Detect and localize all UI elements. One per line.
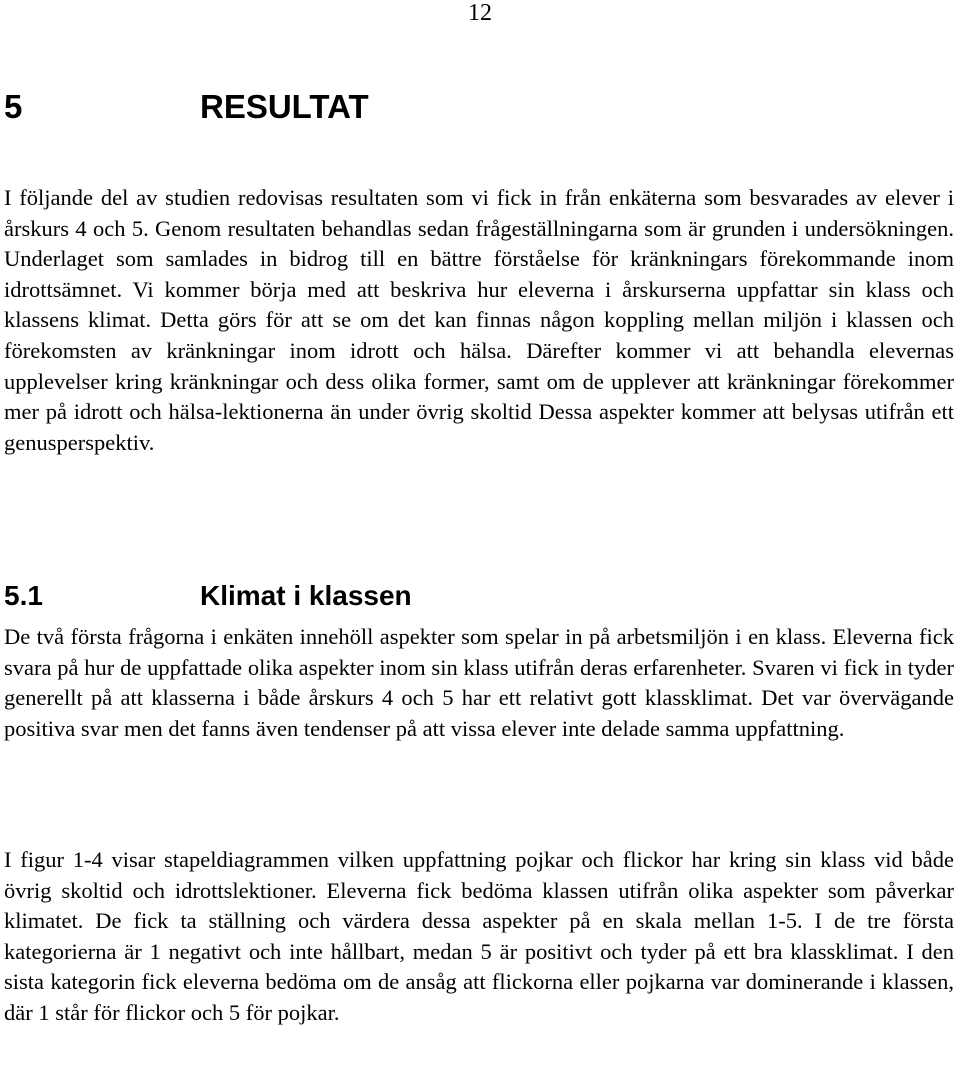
subsection-paragraph-1: De två första frågorna i enkäten innehöll aspekter som spelar in på arbetsmiljön i en klass. Eleverna fick svara på hur de uppfattade olika aspekter inom sin klass utifrån deras erfarenheter. Svaren vi fick in tyder generellt på att klasserna i både årskurs 4 och 5 har ett relativt gott klassklimat. Det var övervägande positiva svar men det fanns även tendenser på att vissa elever inte delade samma uppfattning. [4,624,954,741]
subsection-title: Klimat i klassen [200,580,412,611]
subsection-paragraph-2: I figur 1-4 visar stapeldiagrammen vilken uppfattning pojkar och flickor har kring sin klass vid både övrig skoltid och idrottslektioner. Eleverna fick bedöma klassen utifrån olika aspekter som påverkar klimatet. De fick ta ställning och värdera dessa aspekter på en skala mellan 1-5. I de tre första kategorierna är 1 negativt och inte hållbart, medan 5 är positivt och tyder på ett bra klassklimat. I den sista kategorin fick eleverna bedöma om de ansåg att flickorna eller pojkarna var dominerande i klassen, där 1 står för flickor och 5 för pojkar. [4,847,954,1025]
page-number: 12 [468,0,492,26]
subsection-number: 5.1 [4,580,43,611]
section-title: RESULTAT [200,88,369,125]
section-intro-paragraph: I följande del av studien redovisas resultaten som vi fick in från enkäterna som besvarades av elever i årskurs 4 och 5. Genom resultaten behandlas sedan frågeställningarna som är grunden i undersökningen. Underlaget som samlades in bidrog till en bättre förståelse för kränkningars förekommande inom idrottsämnet. Vi kommer börja med att beskriva hur eleverna i årskurserna uppfattar sin klass och klassens klimat. Detta görs för att se om det kan finnas någon koppling mellan miljön i klassen och förekomsten av kränkningar inom idrott och hälsa. Därefter kommer vi att behandla elevernas upplevelser kring kränkningar och dess olika former, samt om de upplever att kränkningar förekommer mer på idrott och hälsa-lektionerna än under övrig skoltid Dessa aspekter kommer att belysas utifrån ett genusperspektiv. [4,185,954,455]
section-number: 5 [4,88,23,125]
